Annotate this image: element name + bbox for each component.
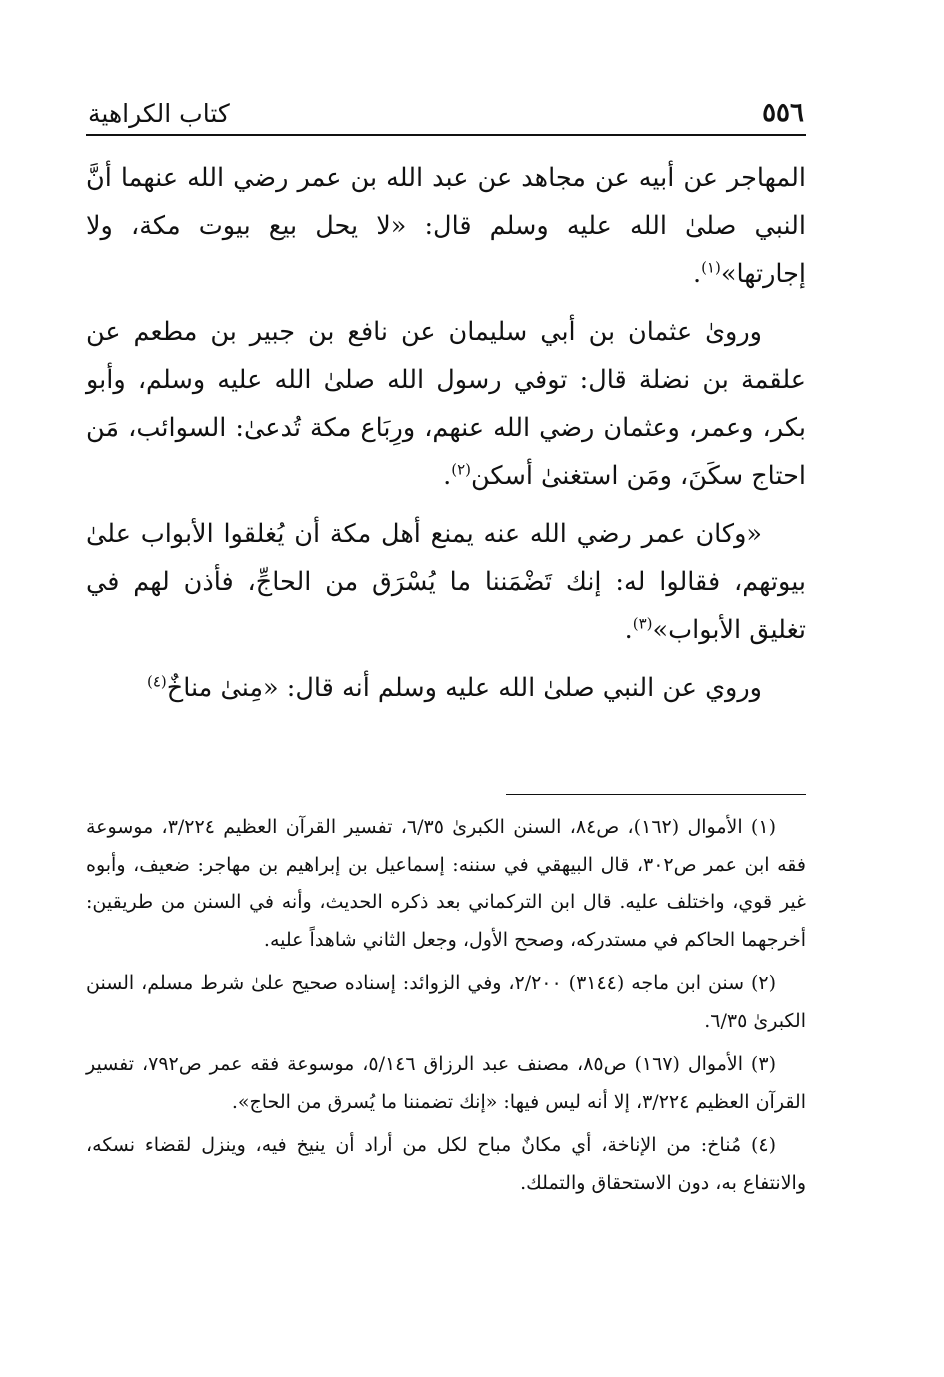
- footnote-2: (٢) سنن ابن ماجه (٣١٤٤) ٢/٢٠٠، وفي الزوائد: إسناده صحيح علىٰ شرط مسلم، السنن الكبرىٰ ٦/٣٥.: [86, 972, 806, 1032]
- book-title: كتاب الكراهية: [88, 99, 230, 128]
- footnote-4: (٤) مُناخ: من الإناخة، أي مكانٌ مباح لكل من أراد أن ينيخ فيه، وينزل لقضاء نسكه، والانتفاع به، دون الاستحقاق والتملك.: [86, 1134, 806, 1194]
- footnote-ref-4: (٤): [146, 672, 167, 691]
- page-number: ٥٥٦: [762, 98, 804, 128]
- paragraph-3: [86, 510, 806, 654]
- paragraph-2: [86, 308, 806, 500]
- paragraph-tail: .: [692, 259, 702, 289]
- main-text: [86, 154, 806, 712]
- paragraph-4: [86, 664, 806, 712]
- paragraph-tail: .: [624, 615, 633, 645]
- paragraph-text: المهاجر عن أبيه عن مجاهد عن عبد الله بن عمر رضي الله عنهما أنَّ النبي صلىٰ الله عليه وسلم قال: «لا يحل بيع بيوت مكة، ولا إجارتها»: [86, 163, 806, 289]
- footnote-1: (١) الأموال (١٦٢)، ص٨٤، السنن الكبرىٰ ٦/٣٥، تفسير القرآن العظيم ٣/٢٢٤، موسوعة فقه ابن عمر ص٣٠٢، قال البيهقي في سننه: إسماعيل بن إبراهيم بن مهاجر: ضعيف، وأبوه غير قوي، واختلف عليه. قال ابن التركماني بعد ذكره الحديث، وأنه في السنن من طريقين: أخرجهما الحاكم في مستدركه، وصحح الأول، وجعل الثاني شاهداً عليه.: [86, 816, 806, 951]
- footnote-ref-1: (١): [701, 258, 721, 277]
- book-page: [86, 92, 806, 1208]
- paragraph-tail: .: [443, 461, 452, 491]
- paragraph-1: [86, 154, 806, 298]
- running-header: [86, 92, 806, 136]
- paragraph-text: «وكان عمر رضي الله عنه يمنع أهل مكة أن يُغلقوا الأبواب علىٰ بيوتهم، فقالوا له: إنك تَضْمَننا ما يُسْرَق من الحاجِّ، فأذن لهم في تغليق الأبواب»: [86, 519, 806, 645]
- footnotes: [86, 809, 806, 1202]
- paragraph-text: وروي عن النبي صلىٰ الله عليه وسلم أنه قال: «مِنىٰ مناخٌ: [166, 673, 762, 703]
- footnote-ref-3: (٣): [632, 614, 653, 633]
- footnote-separator: [506, 794, 806, 795]
- footnote-3: (٣) الأموال (١٦٧) ص٨٥، مصنف عبد الرزاق ٥/١٤٦، موسوعة فقه عمر ص٧٩٢، تفسير القرآن العظيم ٣/٢٢٤، إلا أنه ليس فيها: «إنك تضمننا ما يُسرق من الحاج».: [86, 1053, 806, 1113]
- footnote-ref-2: (٢): [451, 460, 471, 479]
- paragraph-text: وروىٰ عثمان بن أبي سليمان عن نافع بن جبير بن مطعم عن علقمة بن نضلة قال: توفي رسول الله صلىٰ الله عليه وسلم، وأبو بكر، وعمر، وعثمان رضي الله عنهم، ورِبَاع مكة تُدعىٰ: السوائب، مَن احتاج سكَنَ، ومَن استغنىٰ أسكن: [86, 317, 806, 491]
